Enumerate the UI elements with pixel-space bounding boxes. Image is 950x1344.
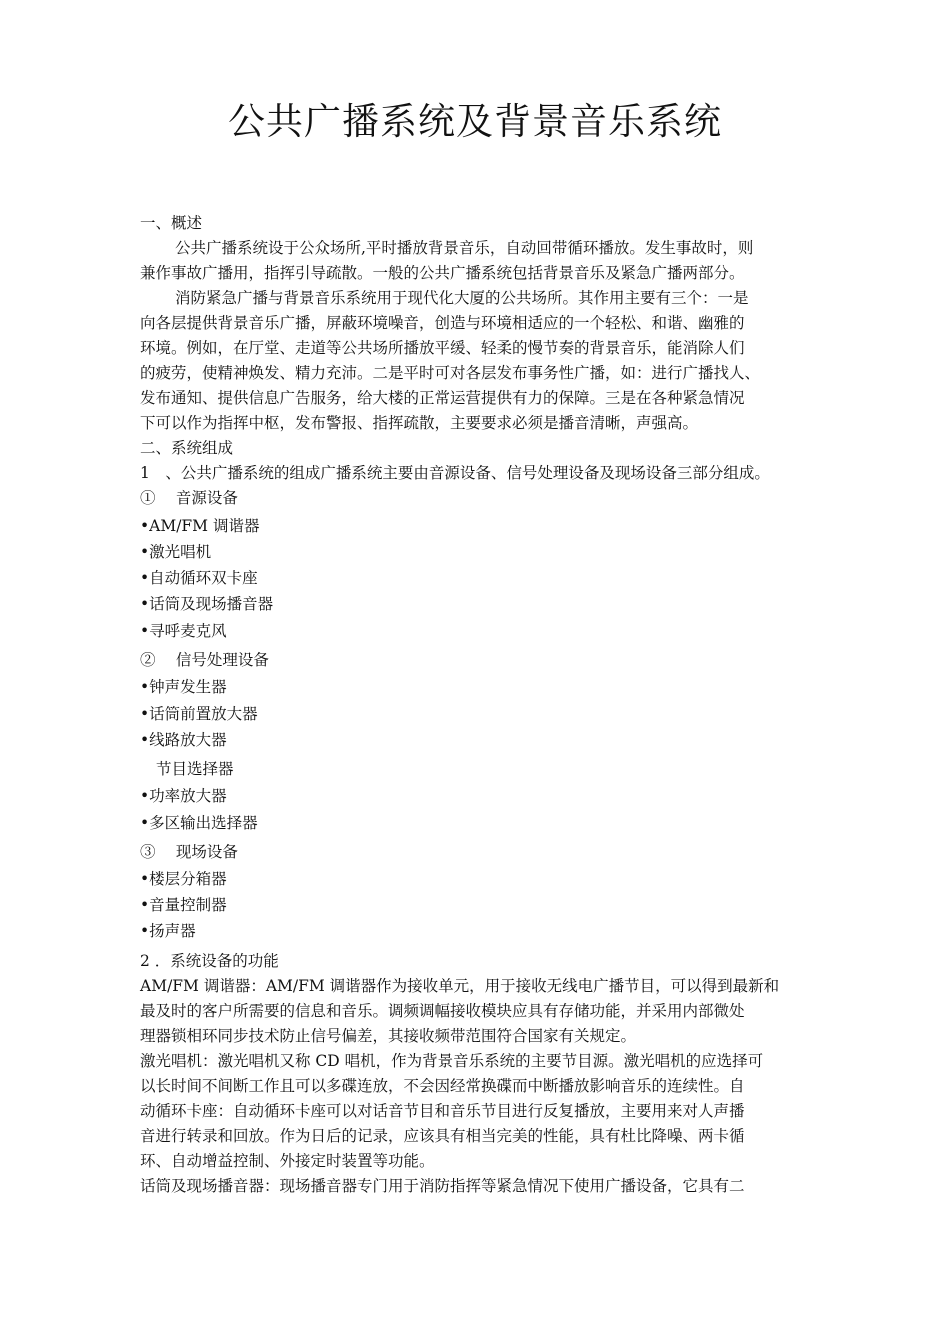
list-item: •音量控制器 [140, 896, 227, 914]
paragraph-line: 下可以作为指挥中枢，发布警报、指挥疏散，主要要求必须是播音清晰，声强高。 [140, 414, 699, 432]
paragraph-line: 环、自动增益控制、外接定时装置等功能。 [140, 1152, 435, 1170]
paragraph-line: 1 、公共广播系统的组成广播系统主要由音源设备、信号处理设备及现场设备三部分组成。 [140, 464, 770, 482]
list-item: •线路放大器 [140, 731, 227, 749]
paragraph-line: 以长时间不间断工作且可以多碟连放，不会因经常换碟而中断播放影响音乐的连续性。自 [140, 1077, 745, 1095]
list-item: •多区输出选择器 [140, 814, 258, 832]
paragraph-line: 最及时的客户所需要的信息和音乐。调频调幅接收模块应具有存储功能，并采用内部微处 [140, 1002, 745, 1020]
list-item: •楼层分箱器 [140, 870, 227, 888]
list-item: •话筒及现场播音器 [140, 595, 274, 613]
paragraph-line: AM/FM 调谐器：AM/FM 调谐器作为接收单元，用于接收无线电广播节目，可以得到最新和 [140, 977, 780, 995]
paragraph-line: 的疲劳，使精神焕发、精力充沛。二是平时可对各层发布事务性广播，如：进行广播找人、 [140, 364, 761, 382]
section-heading-functions: 2 ．系统设备的功能 [140, 952, 279, 970]
list-item: •功率放大器 [140, 787, 227, 805]
paragraph-line: 兼作事故广播用，指挥引导疏散。一般的公共广播系统包括背景音乐及紧急广播两部分。 [140, 264, 745, 282]
list-item: •钟声发生器 [140, 678, 227, 696]
subsection-heading: ① 音源设备 [140, 489, 238, 507]
list-item: •话筒前置放大器 [140, 705, 258, 723]
section-heading-overview: 一、概述 [140, 214, 203, 232]
list-item: •AM/FM 调谐器 [140, 517, 260, 535]
list-item: 节目选择器 [156, 760, 234, 778]
list-item: •寻呼麦克风 [140, 622, 227, 640]
list-item: •自动循环双卡座 [140, 569, 258, 587]
paragraph-line: 发布通知、提供信息广告服务，给大楼的正常运营提供有力的保障。三是在各种紧急情况 [140, 389, 745, 407]
paragraph-line: 话筒及现场播音器：现场播音器专门用于消防指挥等紧急情况下使用广播设备，它具有二 [140, 1177, 745, 1195]
list-item: •激光唱机 [140, 543, 212, 561]
paragraph-line: 向各层提供背景音乐广播，屏蔽环境噪音，创造与环境相适应的一个轻松、和谐、幽雅的 [140, 314, 745, 332]
paragraph-line: 音进行转录和回放。作为日后的记录，应该具有相当完美的性能，具有杜比降噪、两卡循 [140, 1127, 745, 1145]
paragraph-line: 环境。例如，在厅堂、走道等公共场所播放平缓、轻柔的慢节奏的背景音乐，能消除人们 [140, 339, 745, 357]
section-heading-composition: 二、系统组成 [140, 439, 234, 457]
paragraph-line: 理器锁相环同步技术防止信号偏差，其接收频带范围符合国家有关规定。 [140, 1027, 637, 1045]
document-title: 公共广播系统及背景音乐系统 [228, 100, 722, 143]
paragraph-line: 激光唱机：激光唱机又称 CD 唱机，作为背景音乐系统的主要节目源。激光唱机的应选择可 [140, 1052, 764, 1070]
list-item: •扬声器 [140, 922, 196, 940]
subsection-heading: ③ 现场设备 [140, 843, 238, 861]
paragraph-line: 公共广播系统设于公众场所,平时播放背景音乐，自动回带循环播放。发生事故时，则 [175, 239, 754, 257]
subsection-heading: ② 信号处理设备 [140, 651, 269, 669]
paragraph-line: 消防紧急广播与背景音乐系统用于现代化大厦的公共场所。其作用主要有三个：一是 [175, 289, 749, 307]
paragraph-line: 动循环卡座：自动循环卡座可以对话音节目和音乐节目进行反复播放，主要用来对人声播 [140, 1102, 745, 1120]
